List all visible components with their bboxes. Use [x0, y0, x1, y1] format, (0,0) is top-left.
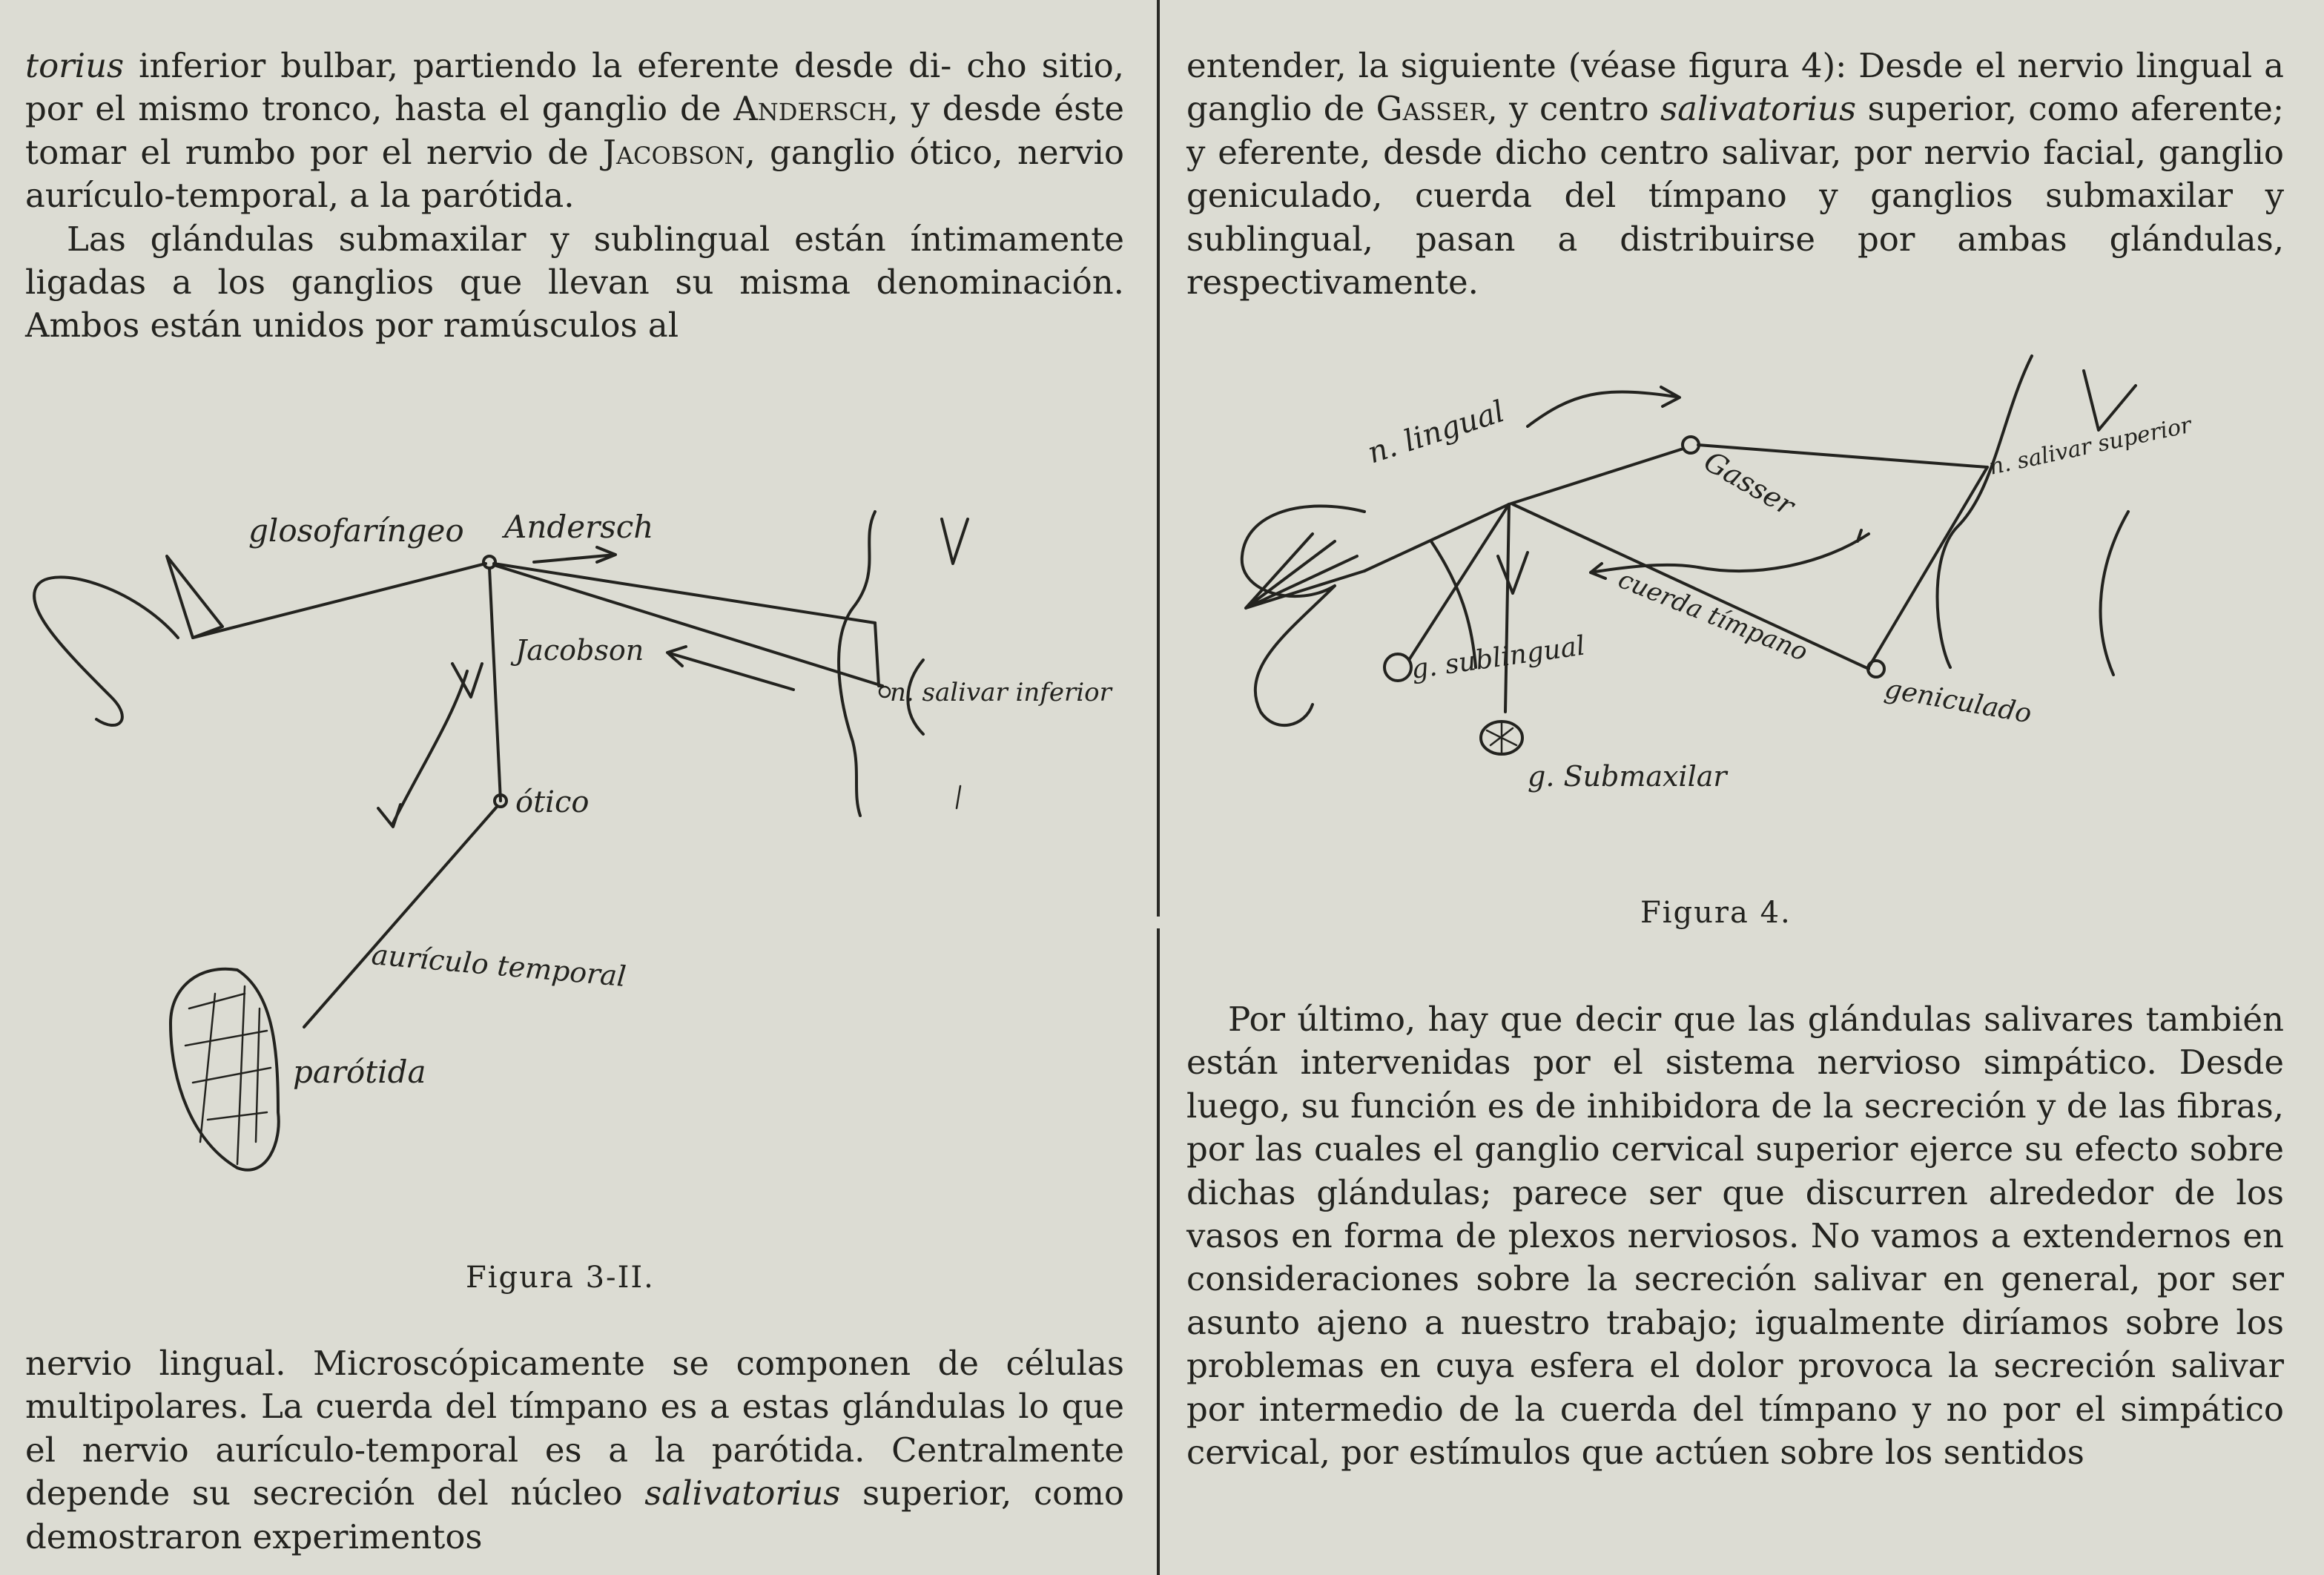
right-p1-text-1: entender, la siguiente (véase figura 4): Desde el nervio lingual a ganglio de — [1186, 46, 2284, 129]
figure-3-ii-caption: Figura 3-II. — [466, 1261, 655, 1295]
label-geniculado: geniculado — [1882, 673, 2034, 730]
left-p1-italic: torius — [25, 46, 125, 85]
left-p1-text-3: , ganglio ótico, nervio aurículo-temporal, a la parótida. — [25, 132, 1124, 216]
glosofaringeo-triangle — [167, 556, 222, 638]
label-otico: ótico — [515, 785, 590, 819]
left-paragraph-3 — [25, 1342, 1124, 1559]
left-paragraph-2: Las glándulas submaxilar y sublingual están íntimamente ligadas a los ganglios que llevan su misma denominación. Ambos están unidos por ramúsculos al — [25, 219, 1124, 346]
label-salivar-inferior: n. salivar inferior — [890, 678, 1112, 707]
brainstem-curve-1 — [1938, 356, 2033, 667]
brainstem-v — [942, 519, 968, 564]
line-to-salivar-upper — [494, 564, 875, 623]
salivar-box — [875, 623, 882, 686]
left-p3-text-2: superior, como demostraron experimentos — [25, 1473, 1124, 1556]
auriculotemporal-nerve — [304, 807, 497, 1027]
brainstem-tick — [957, 786, 960, 808]
left-column-bottom — [25, 1342, 1124, 1559]
trunk-to-andersch — [193, 564, 486, 638]
geniculado-ganglion — [1868, 661, 1884, 677]
label-jacobson: Jacobson — [515, 634, 644, 667]
right-column-bottom — [1186, 998, 2284, 1474]
right-paragraph-2: Por último, hay que decir que las glándulas salivares también están intervenidas por el sistema nervioso simpático. Desde luego, su función es de inhibidora de la secreción y de las fibras, por las cuales el ganglio cervical superior ejerce su efecto sobre dichas glándulas; parece ser que discurren alrededor de los vasos en forma de plexos nerviosos. No vamos a extendernos en consideraciones sobre la secreción salivar en general, por ser asunto ajeno a nuestro trabajo; igualmente diríamos sobre los problemas en cuya esfera el dolor provoca la secreción salivar por intermedio de la cuerda del tímpano y no por el simpático cervical, por estímulos que actúen sobre los sentidos — [1186, 1000, 2284, 1473]
right-p1-text-2: , y centro — [1487, 89, 1660, 129]
sublingual-gland — [1384, 654, 1411, 681]
arrow-vee-inner — [1498, 552, 1528, 593]
right-column — [1186, 44, 2284, 304]
left-p1-smallcaps-2: Jacobson — [602, 132, 745, 172]
left-paragraph-1 — [25, 44, 1124, 218]
arrow-top-vee — [452, 664, 482, 697]
right-paragraph-1 — [1186, 44, 2284, 304]
column-rule-top — [1157, 0, 1160, 917]
salivar-to-geniculado — [1869, 467, 1987, 667]
left-p3-italic: salivatorius — [644, 1473, 841, 1513]
label-salivar-superior: n. salivar superior — [1987, 412, 2194, 481]
figure-4-drawing — [1186, 341, 2324, 845]
right-p1-smallcaps: Gasser — [1376, 89, 1488, 129]
left-p1-smallcaps-1: Andersch — [733, 89, 888, 129]
line-to-salivar-lower — [494, 565, 882, 686]
brainstem-v — [2084, 371, 2136, 430]
left-column — [25, 44, 1124, 348]
arrow-andersch — [534, 547, 615, 562]
jacobson-nerve — [489, 568, 501, 801]
parotida-lobules — [185, 986, 271, 1164]
figure-3-ii-drawing — [22, 475, 1135, 1275]
brainstem-curve-2 — [2101, 512, 2128, 675]
glosofaringeo-hook — [34, 577, 178, 725]
label-lingual: n. lingual — [1363, 394, 1509, 471]
label-auriculotemporal: aurículo temporal — [370, 938, 628, 993]
branch-to-submaxilar — [1505, 504, 1509, 712]
label-glosofaringeo: glosofaríngeo — [248, 512, 464, 549]
gasser-ganglion — [1683, 437, 1699, 453]
left-p3-text-1: nervio lingual. Microscópicamente se componen de células multipolares. La cuerda del tímpano es a estas glándulas lo que el nervio aurículo-temporal es a la parótida. Centralmente depende su secreción del núcleo — [25, 1344, 1124, 1513]
figure-4 — [1186, 341, 2324, 845]
label-sublingual: g. sublingual — [1409, 630, 1588, 685]
left-p1-text-1: inferior bulbar, partiendo la eferente desde di- cho sitio, por el mismo tronco, hasta el ganglio de — [25, 46, 1124, 129]
arrow-down-left — [378, 671, 467, 827]
figure-4-caption: Figura 4. — [1640, 896, 1792, 930]
submaxilar-lobules — [1487, 723, 1516, 753]
label-gasser: Gasser — [1698, 444, 1800, 523]
label-parotida: parótida — [293, 1054, 426, 1090]
label-cuerda-timpano: cuerda tímpano — [1614, 564, 1812, 667]
brainstem-left-curve — [839, 512, 875, 816]
column-rule-bottom — [1157, 928, 1160, 1575]
left-p1-text-2: , y desde éste tomar el rumbo por el nervio de — [25, 89, 1124, 172]
label-submaxilar: g. Submaxilar — [1528, 760, 1727, 793]
label-andersch: Andersch — [504, 509, 654, 545]
salivar-inferior-node — [879, 687, 890, 697]
figure-3-ii — [22, 475, 1135, 1275]
right-p1-text-3: superior, como aferente; y eferente, desde dicho centro salivar, por nervio facial, ganglio geniculado, cuerda del tímpano y ganglios submaxilar y sublingual, pasan a distribuirse por ambas glándulas, respectivamente. — [1186, 89, 2284, 303]
lingual-hook — [1242, 506, 1364, 726]
right-p1-italic: salivatorius — [1660, 89, 1857, 129]
arrow-top — [1528, 387, 1680, 426]
